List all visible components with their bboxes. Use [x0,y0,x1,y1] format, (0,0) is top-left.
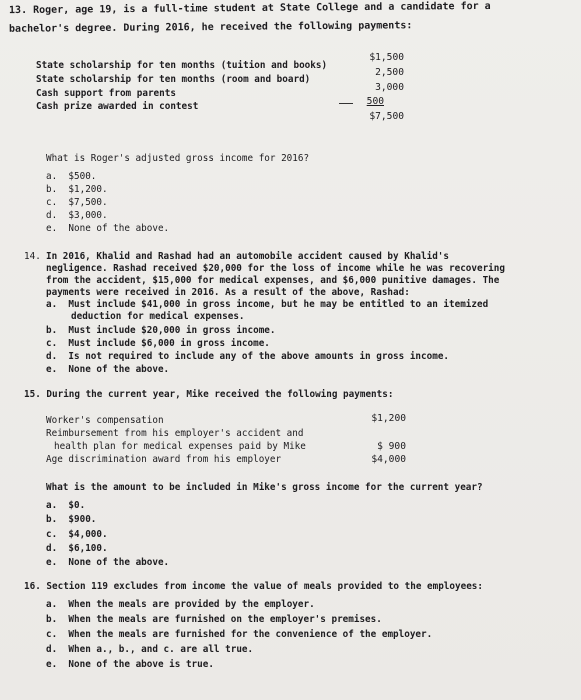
choice-c[interactable]: c. $7,500. [46,197,108,208]
choice-a[interactable]: a. $500. [46,171,97,182]
choice-a[interactable]: a. Must include $41,000 in gross income, but he may be entitled to an itemized [46,299,489,310]
choice-b[interactable]: b. $900. [46,514,97,525]
payment-amount: 500 [366,96,384,107]
payment-label: Cash support from parents [36,88,176,99]
question-16-stem: Section 119 excludes from income the value of meals provided to the employees: [46,581,483,592]
choice-b[interactable]: b. When the meals are furnished on the employer's premises. [46,614,382,625]
choice-b[interactable]: b. Must include $20,000 in gross income. [46,325,276,336]
question-15-prompt: What is the amount to be included in Mike's gross income for the current year? [46,482,483,493]
question-13-line-1 [9,0,491,17]
question-14-stem: negligence. Rashad received $20,000 for the loss of income while he was recovering [46,263,505,274]
choice-e[interactable]: e. None of the above. [46,557,170,568]
choice-a[interactable]: a. $0. [46,500,86,511]
question-13-number: 13. [8,4,28,17]
choice-d[interactable]: d. When a., b., and c. are all true. [46,644,254,655]
payment-label: State scholarship for ten months (room and board) [36,74,311,85]
payment-amount: $1,500 [369,52,404,63]
question-13-stem-2: bachelor's degree. During 2016, he received the following payments: [8,20,413,35]
payment-amount: $ 900 [377,441,406,452]
choice-a[interactable]: a. When the meals are provided by the employer. [46,599,315,610]
payment-label: Age discrimination award from his employer [46,454,282,465]
question-13-stem-1: Roger, age 19, is a full-time student at State College and a candidate for a [33,0,491,16]
payment-total: $7,500 [369,111,404,122]
question-15-number: 15. [24,389,41,400]
choice-c[interactable]: c. $4,000. [46,529,108,540]
payment-label: State scholarship for ten months (tuition and books) [36,60,328,71]
question-16-line-1 [24,581,483,592]
choice-e[interactable]: e. None of the above. [46,223,170,234]
choice-e[interactable]: e. None of the above. [46,364,170,375]
choice-c[interactable]: c. Must include $6,000 in gross income. [46,338,270,349]
question-15-stem: During the current year, Mike received the following payments: [46,389,394,400]
question-16-number: 16. [24,581,41,592]
payment-label: Cash prize awarded in contest [36,101,199,112]
payment-amount: $1,200 [371,413,406,424]
question-14-stem: In 2016, Khalid and Rashad had an automobile accident caused by Khalid's [46,251,449,262]
choice-b[interactable]: b. $1,200. [46,184,108,195]
choice-d[interactable]: d. $3,000. [46,210,108,221]
payment-amount: 3,000 [375,82,404,93]
question-13-prompt: What is Roger's adjusted gross income for 2016? [46,153,310,164]
question-14-stem: from the accident, $15,000 for medical expenses, and $6,000 punitive damages. The [46,275,500,286]
choice-d[interactable]: d. $6,100. [46,543,108,554]
payment-label: Worker's compensation [46,415,164,426]
question-15-line-1 [24,389,393,400]
payment-label-continued: health plan for medical expenses paid by Mike [54,441,306,452]
choice-a-continued: deduction for medical expenses. [71,311,245,322]
payment-amount: 2,500 [375,67,404,78]
question-14-number: 14. [24,251,41,262]
choice-e[interactable]: e. None of the above is true. [46,659,214,670]
choice-c[interactable]: c. When the meals are furnished for the convenience of the employer. [46,629,433,640]
payment-label: Reimbursement from his employer's accident and [46,428,304,439]
payment-amount: $4,000 [371,454,406,465]
choice-d[interactable]: d. Is not required to include any of the above amounts in gross income. [46,351,450,362]
question-14-stem: payments were received in 2016. As a result of the above, Rashad: [46,287,410,298]
dash-mark [339,103,353,104]
